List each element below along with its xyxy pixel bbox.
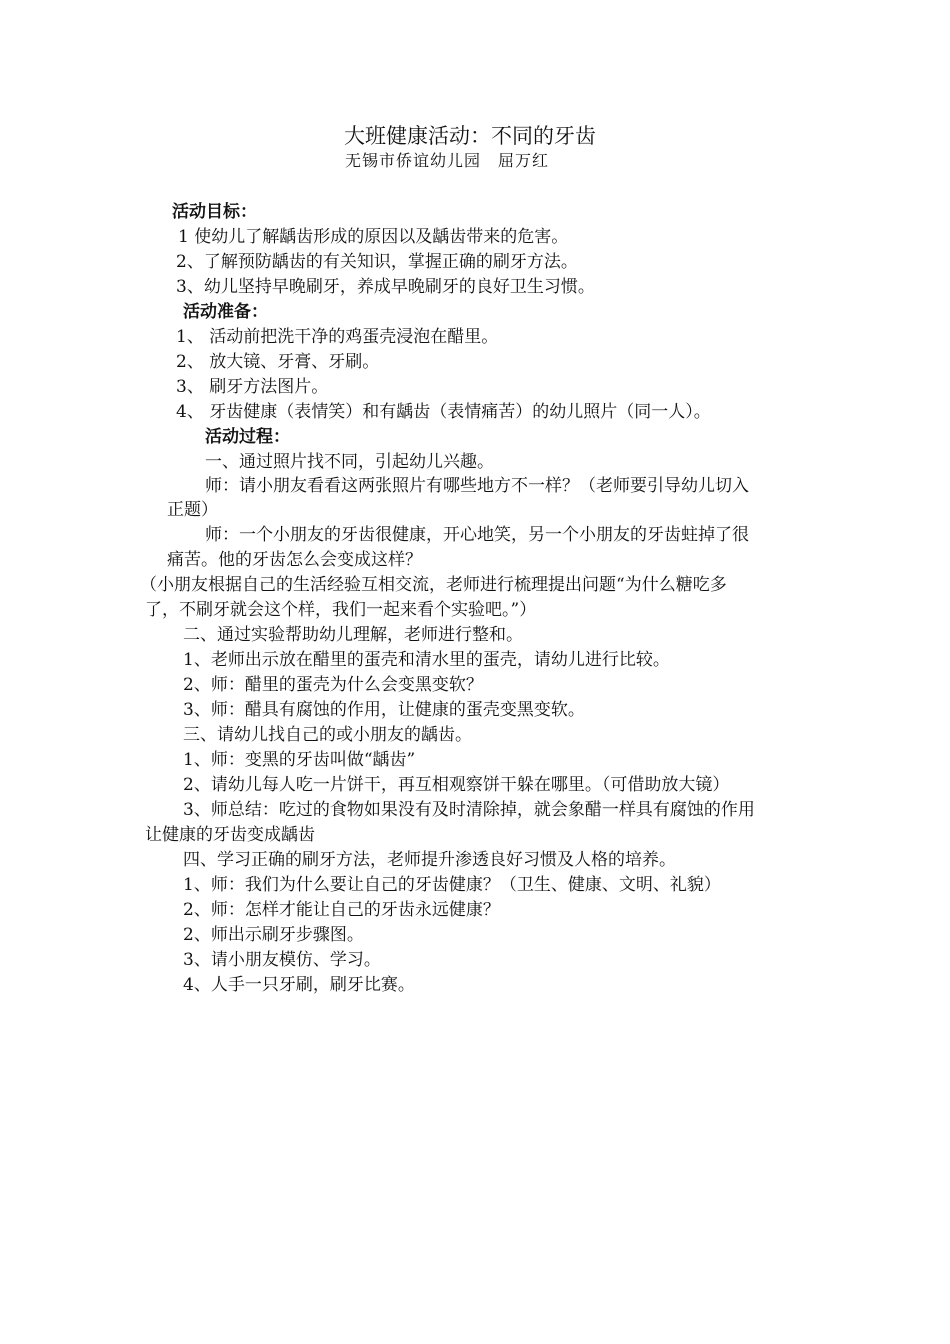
paragraph-line: 痛苦。他的牙齿怎么会变成这样？	[167, 550, 422, 570]
goal-item: 1 使幼儿了解龋齿形成的原因以及龋齿带来的危害。	[178, 227, 569, 247]
section-heading: 四、学习正确的刷牙方法，老师提升渗透良好习惯及人格的培养。	[183, 850, 676, 870]
paragraph-line: 正题）	[167, 500, 218, 520]
prep-item: 2、 放大镜、牙膏、牙刷。	[176, 352, 380, 372]
paragraph-line: 师：一个小朋友的牙齿很健康，开心地笑，另一个小朋友的牙齿蛀掉了很	[205, 525, 749, 545]
section-heading: 一、通过照片找不同，引起幼儿兴趣。	[205, 452, 494, 472]
list-item: 1、老师出示放在醋里的蛋壳和清水里的蛋壳，请幼儿进行比较。	[183, 650, 670, 670]
section-heading: 二、通过实验帮助幼儿理解，老师进行整和。	[183, 625, 523, 645]
process-heading: 活动过程：	[205, 427, 290, 447]
goal-item: 2、了解预防龋齿的有关知识，掌握正确的刷牙方法。	[176, 252, 578, 272]
section-heading: 三、请幼儿找自己的或小朋友的龋齿。	[183, 725, 472, 745]
goals-heading: 活动目标：	[172, 202, 257, 222]
list-item: 1、师：我们为什么要让自己的牙齿健康？（卫生、健康、文明、礼貌）	[183, 875, 721, 895]
list-item: 2、师出示刷牙步骤图。	[183, 925, 364, 945]
paragraph-line: 让健康的牙齿变成龋齿	[145, 825, 315, 845]
prep-item: 3、 刷牙方法图片。	[176, 377, 329, 397]
goal-item: 3、幼儿坚持早晚刷牙，养成早晚刷牙的良好卫生习惯。	[176, 277, 595, 297]
prep-heading: 活动准备：	[183, 302, 268, 322]
prep-item: 4、 牙齿健康（表情笑）和有龋齿（表情痛苦）的幼儿照片（同一人）。	[176, 402, 711, 422]
paragraph-line: （小朋友根据自己的生活经验互相交流，老师进行梳理提出问题“为什么糖吃多	[140, 575, 727, 595]
paragraph-line: 师：请小朋友看看这两张照片有哪些地方不一样？（老师要引导幼儿切入	[205, 476, 749, 496]
list-item: 1、师：变黑的牙齿叫做“龋齿”	[183, 750, 416, 770]
list-item: 3、师：醋具有腐蚀的作用，让健康的蛋壳变黑变软。	[183, 700, 585, 720]
list-item: 3、请小朋友模仿、学习。	[183, 950, 381, 970]
prep-item: 1、 活动前把洗干净的鸡蛋壳浸泡在醋里。	[176, 327, 499, 347]
list-item: 2、师：醋里的蛋壳为什么会变黑变软？	[183, 675, 483, 695]
list-item: 2、请幼儿每人吃一片饼干，再互相观察饼干躲在哪里。（可借助放大镜）	[183, 775, 730, 795]
paragraph-line: 了，不刷牙就会这个样，我们一起来看个实验吧。”）	[145, 600, 537, 620]
list-item: 2、师：怎样才能让自己的牙齿永远健康？	[183, 900, 500, 920]
document-title: 大班健康活动：不同的牙齿	[344, 124, 596, 148]
list-item: 4、人手一只牙刷，刷牙比赛。	[183, 975, 415, 995]
document-author: 无锡市侨谊幼儿园 屈万红	[345, 151, 550, 170]
list-item: 3、师总结：吃过的食物如果没有及时清除掉，就会象醋一样具有腐蚀的作用	[183, 800, 755, 820]
